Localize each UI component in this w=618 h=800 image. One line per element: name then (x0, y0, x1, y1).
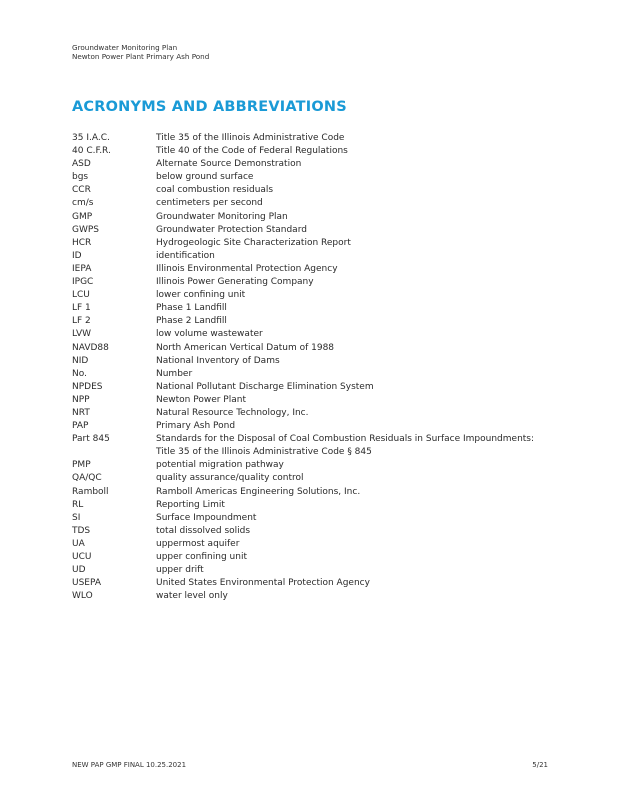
acronym-definition-line: upper drift (156, 565, 204, 576)
acronym-term: 40 C.F.R. (72, 146, 111, 157)
acronym-definition (156, 564, 562, 577)
acronym-definition (156, 328, 562, 341)
acronym-definition (156, 302, 562, 315)
acronym-definition (156, 420, 562, 433)
acronym-definition (156, 394, 562, 407)
acronym-definition (156, 381, 562, 394)
footer-page-number: 5/21 (532, 761, 548, 769)
footer-document-id: NEW PAP GMP FINAL 10.25.2021 (72, 761, 187, 769)
acronym-definition-line: Alternate Source Demonstration (156, 159, 302, 170)
acronym-definition (156, 289, 562, 302)
acronym-definition (156, 538, 562, 551)
acronym-row (72, 237, 562, 250)
acronym-definition-line: Natural Resource Technology, Inc. (156, 407, 309, 418)
acronym-definition (156, 368, 562, 381)
acronym-definition-line: centimeters per second (156, 198, 263, 209)
acronym-term: NID (72, 355, 89, 366)
acronym-term: WLO (72, 591, 93, 602)
page-header (72, 43, 209, 61)
acronym-row (72, 525, 562, 538)
acronym-definition (156, 211, 562, 224)
acronym-row (72, 551, 562, 564)
acronym-term: IEPA (72, 263, 92, 274)
acronym-term: LF 1 (72, 303, 91, 314)
acronym-row (72, 512, 562, 525)
acronym-row (72, 328, 562, 341)
acronym-row (72, 276, 562, 289)
acronym-definition (156, 237, 562, 250)
acronym-definition-line: Title 40 of the Code of Federal Regulations (156, 146, 348, 157)
acronym-term: CCR (72, 185, 91, 196)
acronym-term: bgs (72, 172, 89, 183)
acronym-term: TDS (72, 525, 91, 536)
acronym-definition-line: lower confining unit (156, 290, 246, 301)
acronym-row (72, 381, 562, 394)
acronym-row (72, 158, 562, 171)
acronym-term: 35 I.A.C. (72, 133, 110, 143)
acronym-term: NPDES (72, 381, 103, 392)
acronym-term: No. (72, 368, 87, 379)
acronym-definition-line: North American Vertical Datum of 1988 (156, 342, 335, 353)
acronym-row (72, 224, 562, 237)
acronym-definition (156, 486, 562, 499)
acronym-definition (156, 145, 562, 158)
acronym-term: RL (72, 499, 84, 510)
acronym-row (72, 420, 562, 433)
acronym-term: ASD (72, 159, 91, 170)
acronym-definition-line: United States Environmental Protection Agency (156, 578, 370, 589)
acronym-definition-line: Number (156, 368, 193, 379)
acronym-row (72, 355, 562, 368)
acronym-term: NRT (72, 407, 90, 418)
acronym-definition (156, 224, 562, 237)
acronym-definition-line: Newton Power Plant (156, 394, 246, 405)
acronym-row (72, 184, 562, 197)
acronym-list (72, 132, 562, 603)
acronym-term: NPP (72, 394, 90, 405)
acronym-term: GMP (72, 211, 93, 222)
acronym-definition-line: Title 35 of the Illinois Administrative Code § 845 (156, 447, 372, 458)
acronym-row (72, 407, 562, 420)
acronym-definition (156, 315, 562, 328)
acronym-definition-line: potential migration pathway (156, 460, 284, 471)
acronym-definition (156, 499, 562, 512)
acronym-definition-line: National Inventory of Dams (156, 355, 280, 366)
acronym-term: LCU (72, 290, 90, 301)
acronym-definition-line: Surface Impoundment (156, 512, 257, 523)
acronym-term: Ramboll (72, 486, 109, 497)
acronym-term: UCU (72, 552, 92, 562)
acronym-definition-line: Groundwater Protection Standard (156, 224, 307, 235)
acronym-definition-line: National Pollutant Discharge Elimination System (156, 381, 374, 392)
acronym-row (72, 145, 562, 158)
acronym-row (72, 171, 562, 184)
acronym-row (72, 263, 562, 276)
acronym-row (72, 197, 562, 210)
acronym-definition (156, 263, 562, 276)
acronym-term: PMP (72, 460, 91, 471)
acronym-term: Part 845 (72, 434, 110, 445)
acronym-term: HCR (72, 237, 92, 248)
acronym-definition (156, 407, 562, 420)
acronym-row (72, 132, 562, 145)
acronym-term: GWPS (72, 224, 100, 235)
acronym-row (72, 342, 562, 355)
acronym-row (72, 368, 562, 381)
acronym-row (72, 564, 562, 577)
acronym-definition (156, 132, 562, 145)
acronym-definition-line: low volume wastewater (156, 329, 263, 340)
acronym-row (72, 590, 562, 603)
acronym-definition-line: water level only (156, 591, 228, 602)
acronym-definition (156, 525, 562, 538)
acronym-definition-line: upper confining unit (156, 552, 247, 562)
acronym-row (72, 499, 562, 512)
acronym-definition (156, 355, 562, 368)
acronym-row (72, 302, 562, 315)
acronym-definition (156, 158, 562, 171)
acronym-term: USEPA (72, 578, 101, 589)
acronym-definition-line: Phase 2 Landfill (156, 316, 227, 327)
acronym-definition (156, 512, 562, 525)
header-site-name: Newton Power Plant Primary Ash Pond (72, 52, 210, 61)
acronym-row (72, 538, 562, 551)
acronym-term: ID (72, 250, 82, 261)
acronym-definition-line: coal combustion residuals (156, 185, 274, 196)
acronym-row (72, 459, 562, 472)
acronym-term: QA/QC (72, 473, 102, 484)
acronym-term: LVW (72, 329, 92, 340)
acronym-definition-line: Phase 1 Landfill (156, 303, 227, 314)
acronym-definition (156, 342, 562, 355)
acronym-definition (156, 250, 562, 263)
acronym-definition (156, 184, 562, 197)
acronym-definition (156, 197, 562, 210)
acronym-row (72, 250, 562, 263)
acronym-definition-line: total dissolved solids (156, 525, 251, 536)
acronym-row (72, 433, 562, 459)
acronym-row (72, 577, 562, 590)
acronym-definition (156, 551, 562, 564)
acronym-definition-line: Title 35 of the Illinois Administrative Code (156, 133, 345, 143)
acronym-definition-line: below ground surface (156, 172, 254, 183)
acronym-definition (156, 171, 562, 184)
acronym-definition-line: Ramboll Americas Engineering Solutions, Inc. (156, 486, 361, 497)
acronym-term: NAVD88 (72, 342, 109, 353)
acronym-row (72, 315, 562, 328)
acronym-definition (156, 472, 562, 485)
acronym-row (72, 472, 562, 485)
acronym-term: PAP (72, 421, 89, 432)
acronym-definition-line: Reporting Limit (156, 499, 225, 510)
acronym-definition (156, 459, 562, 472)
acronym-term: UA (72, 538, 85, 549)
acronym-term: SI (72, 512, 81, 523)
acronym-definition-line: Groundwater Monitoring Plan (156, 211, 288, 222)
acronym-definition-line: Hydrogeologic Site Characterization Report (156, 237, 351, 248)
acronym-definition-line: Illinois Environmental Protection Agency (156, 263, 338, 274)
acronym-definition-line: uppermost aquifer (156, 538, 240, 549)
acronym-definition (156, 276, 562, 289)
acronym-term: cm/s (72, 198, 94, 209)
acronym-definition-line: quality assurance/quality control (156, 473, 304, 484)
header-document-title: Groundwater Monitoring Plan (72, 43, 178, 52)
acronym-row (72, 486, 562, 499)
acronym-term: UD (72, 565, 86, 576)
acronym-row (72, 289, 562, 302)
acronym-definition-line: Primary Ash Pond (156, 421, 236, 432)
acronym-definition-line: Illinois Power Generating Company (156, 277, 314, 288)
acronym-definition (156, 577, 562, 590)
acronym-definition (156, 433, 562, 459)
acronym-definition-line: Standards for the Disposal of Coal Combustion Residuals in Surface Impoundments: (156, 434, 535, 445)
acronym-row (72, 211, 562, 224)
acronym-definition (156, 590, 562, 603)
acronym-term: LF 2 (72, 316, 91, 327)
acronym-row (72, 394, 562, 407)
acronym-term: IPGC (72, 277, 94, 288)
acronym-definition-line: identification (156, 250, 215, 261)
page-title: ACRONYMS AND ABBREVIATIONS (72, 99, 347, 115)
